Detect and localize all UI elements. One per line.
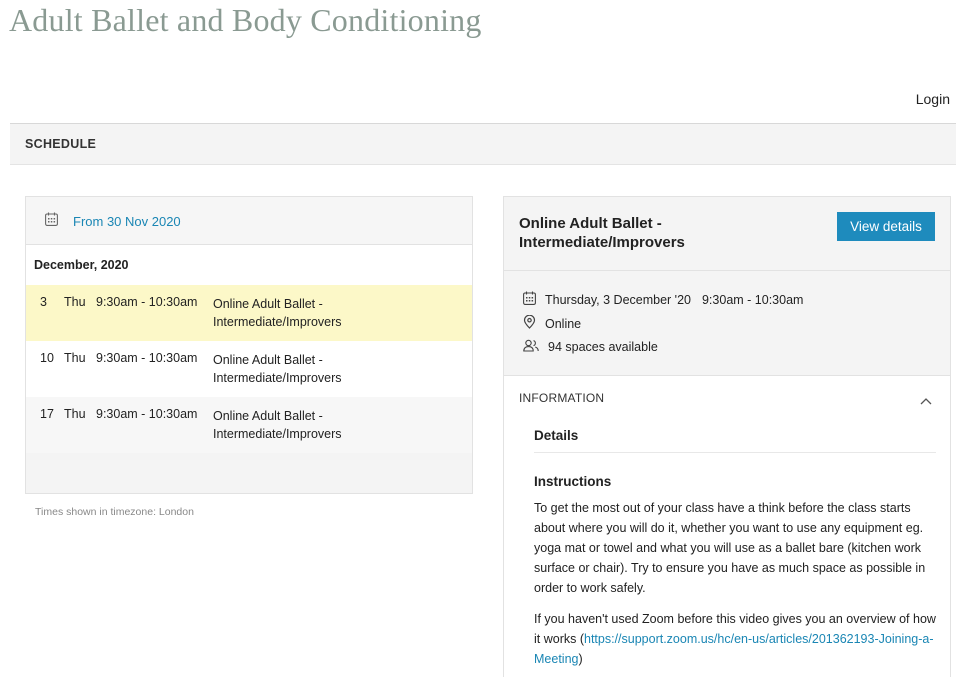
schedule-bar	[10, 123, 956, 165]
instructions-paragraph: To get the most out of your class have a think before the class starts about where you will do it, whether you want to use any equipment eg. yoga mat or towel and what you will use as a ballet bare (kitchen work surface or chair). Try to ensure you have as much space as possible in order to work safely.	[534, 501, 926, 595]
month-heading	[26, 245, 472, 285]
date-filter-link[interactable]: From 30 Nov 2020	[73, 214, 181, 229]
calendar-icon	[523, 291, 545, 308]
instructions-heading: Instructions	[534, 474, 612, 489]
session-row[interactable]	[26, 285, 472, 341]
session-row[interactable]	[26, 397, 472, 453]
session-row[interactable]	[26, 341, 472, 397]
session-name: Online Adult Ballet - Intermediate/Improvers	[213, 409, 342, 441]
location-row	[523, 315, 581, 332]
detail-location: Online	[545, 316, 582, 331]
detail-date: Thursday, 3 December '20	[545, 292, 691, 307]
detail-title: Online Adult Ballet - Intermediate/Improvers	[519, 215, 685, 251]
session-day: 17	[40, 407, 54, 421]
schedule-list-panel	[25, 196, 473, 494]
session-name: Online Adult Ballet - Intermediate/Improvers	[213, 353, 342, 385]
session-day: 3	[40, 295, 47, 309]
detail-spaces: 94 spaces available	[548, 340, 658, 354]
session-detail-panel	[503, 196, 951, 677]
session-name: Online Adult Ballet - Intermediate/Improvers	[213, 297, 342, 329]
divider	[534, 452, 936, 453]
session-time: 9:30am - 10:30am	[96, 295, 198, 309]
people-icon	[523, 339, 548, 355]
session-time: 9:30am - 10:30am	[96, 351, 198, 365]
information-heading[interactable]: INFORMATION	[519, 391, 605, 405]
schedule-label: SCHEDULE	[25, 137, 97, 151]
session-weekday: Thu	[64, 407, 86, 421]
timezone-note: Times shown in timezone: London	[35, 506, 194, 518]
date-row	[523, 291, 803, 308]
location-pin-icon	[523, 315, 545, 332]
zoom-paragraph-text: If you haven't used Zoom before this video gives you an overview of how it works (	[534, 612, 936, 646]
calendar-icon	[45, 212, 58, 231]
detail-time: 9:30am - 10:30am	[701, 292, 804, 307]
session-weekday: Thu	[64, 351, 86, 365]
detail-meta	[504, 271, 950, 376]
site-title: Adult Ballet and Body Conditioning	[9, 2, 482, 38]
details-heading: Details	[534, 428, 579, 443]
view-details-button[interactable]: View details	[837, 212, 935, 241]
detail-header	[504, 197, 950, 271]
spaces-row	[523, 339, 658, 355]
month-label: December, 2020	[34, 258, 129, 272]
zoom-help-link[interactable]: https://support.zoom.us/hc/en-us/articles/201362193-Joining-a-Meeting	[534, 632, 934, 666]
login-link[interactable]: Login	[915, 91, 950, 107]
session-day: 10	[40, 351, 54, 365]
zoom-paragraph-end: )	[578, 652, 583, 666]
session-time: 9:30am - 10:30am	[96, 407, 198, 421]
zoom-paragraph	[534, 609, 936, 669]
chevron-up-icon[interactable]	[920, 392, 932, 410]
date-filter-row	[26, 197, 472, 245]
session-weekday: Thu	[64, 295, 86, 309]
